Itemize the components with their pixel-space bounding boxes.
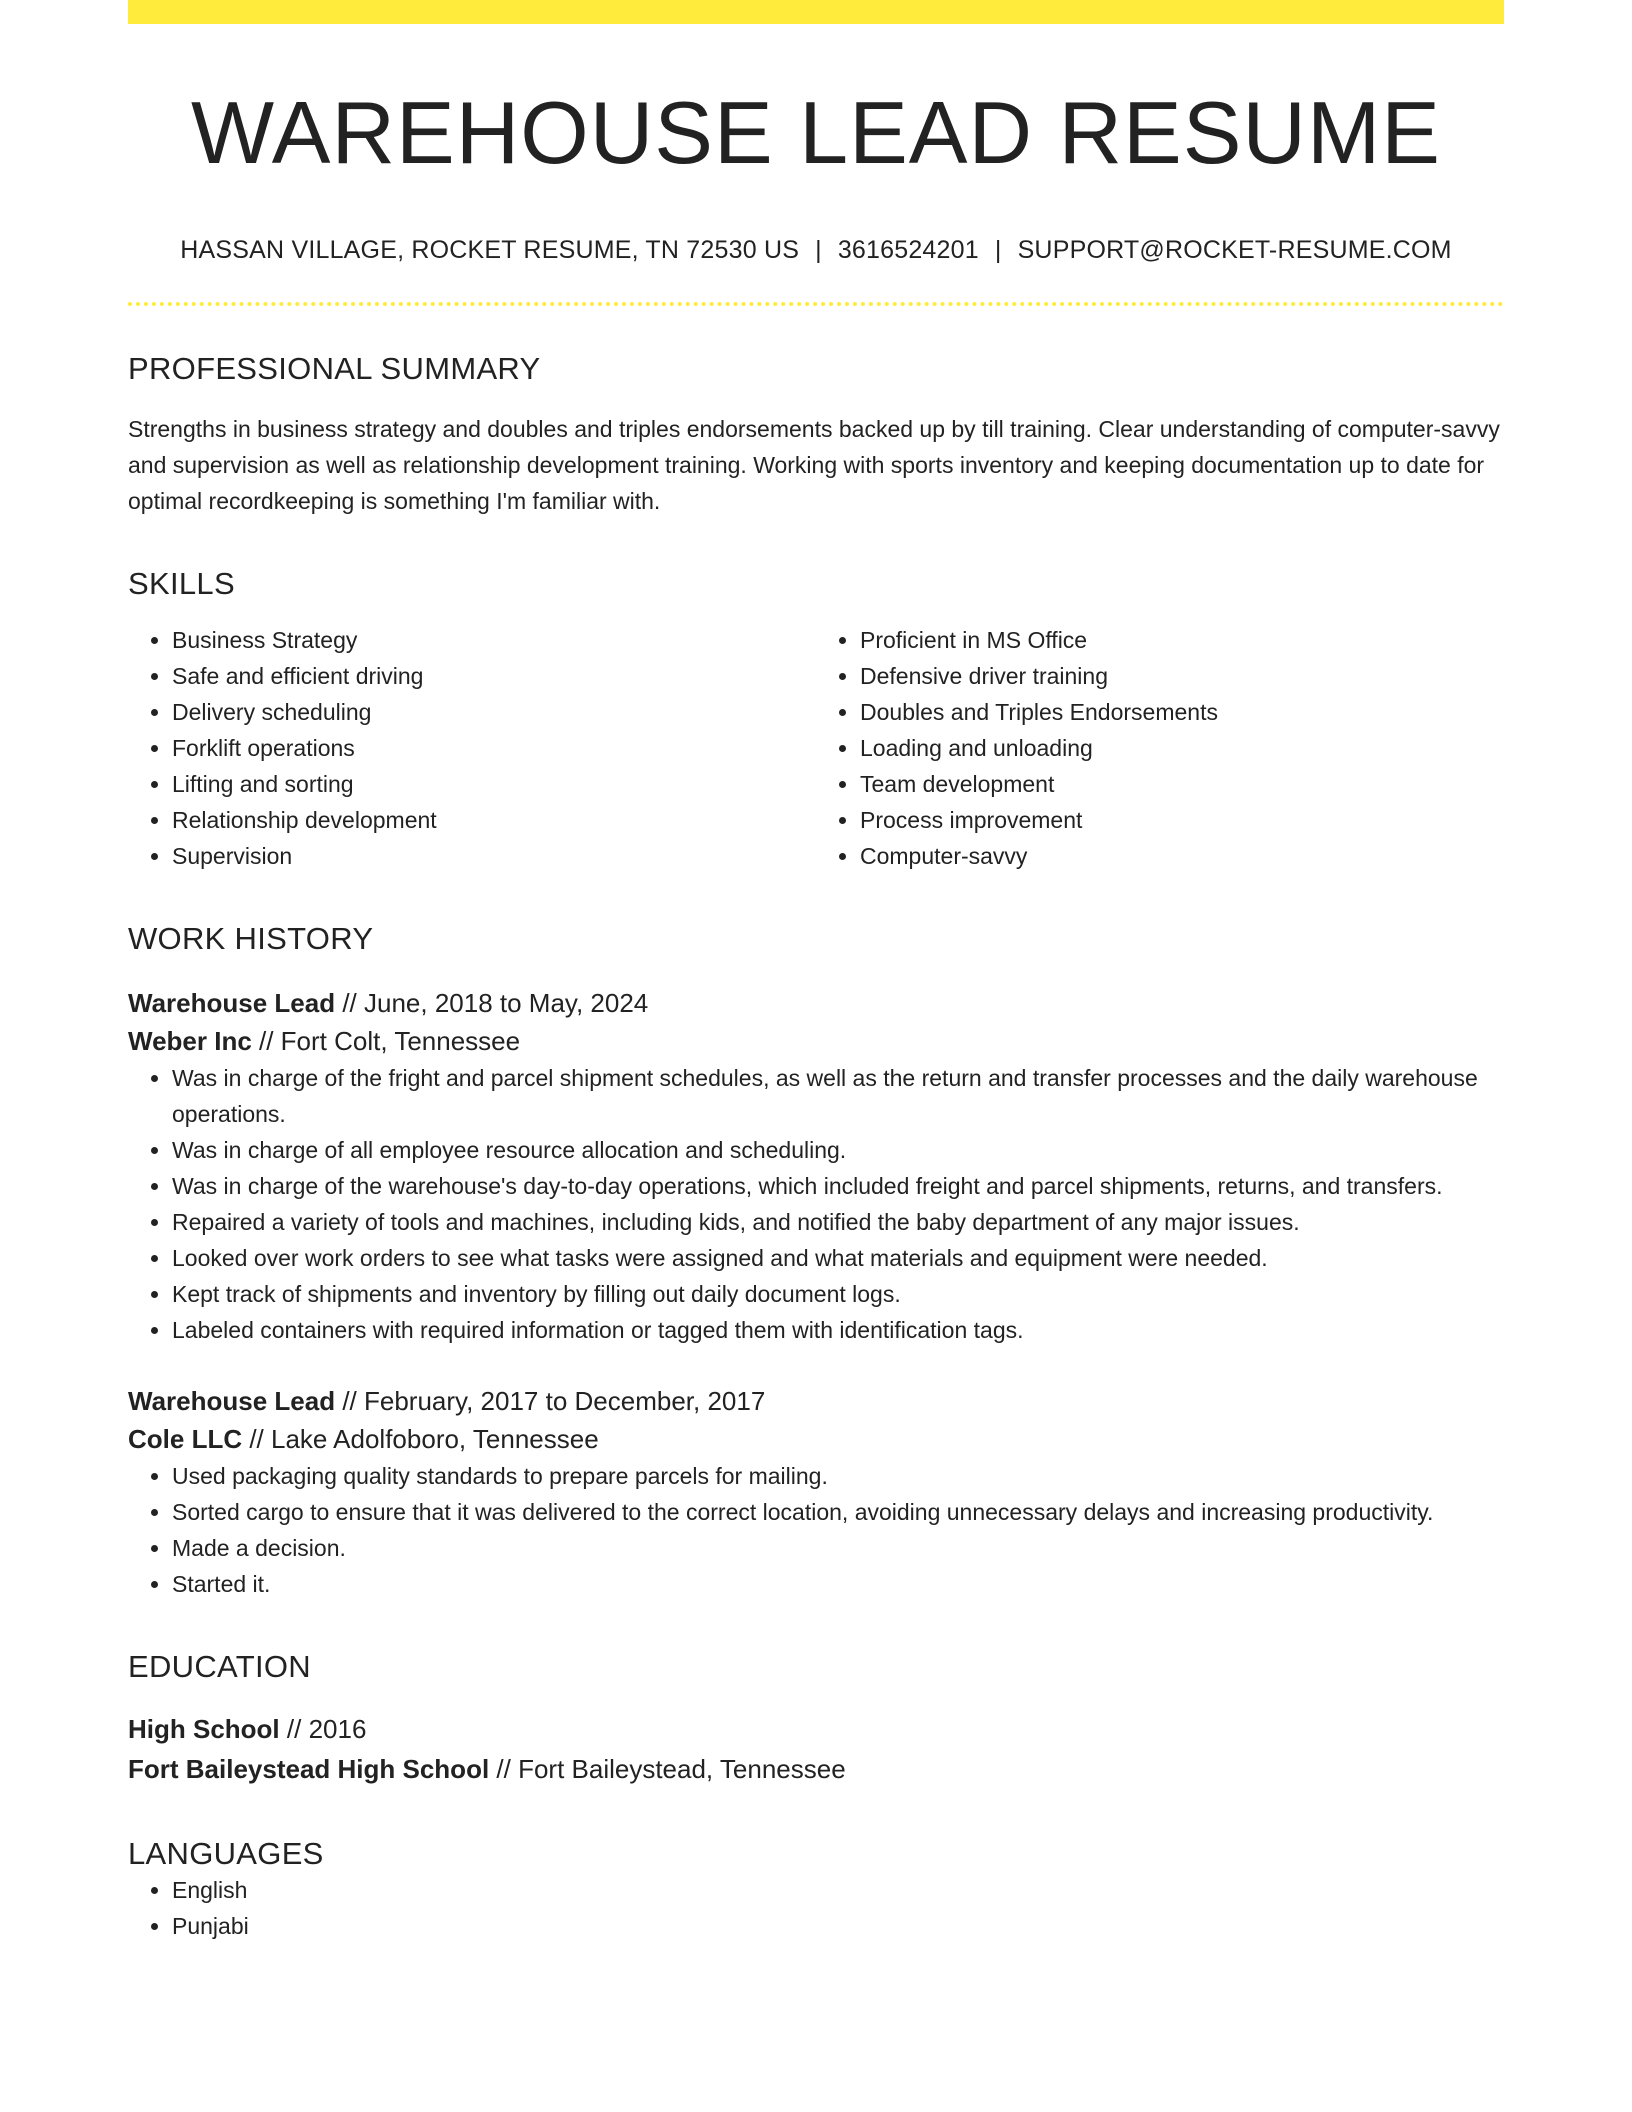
work-history-heading: WORK HISTORY: [128, 921, 374, 957]
skill-item: • Relationship development: [172, 802, 816, 838]
job-location: // Lake Adolfoboro, Tennessee: [242, 1423, 599, 1454]
resume-title: WAREHOUSE LEAD RESUME: [191, 83, 1441, 182]
education-entry: [128, 1709, 1504, 1789]
education-year: // 2016: [279, 1713, 367, 1744]
skill-item: • Proficient in MS Office: [860, 622, 1504, 658]
skill-item: • Lifting and sorting: [172, 766, 816, 802]
summary-text: Strengths in business strategy and doubles and triples endorsements backed up by till training. Clear understanding of computer-savvy and supervision as well as relationship development training. Working with sports inventory and keeping documentation up to date for optimal recordkeeping is something I'm familiar with.: [128, 416, 1500, 515]
job-duty: • Used packaging quality standards to prepare parcels for mailing.: [172, 1458, 1504, 1494]
job-duty: • Was in charge of the warehouse's day-to-day operations, which included freight and parcel shipments, returns, and transfers.: [172, 1168, 1504, 1204]
skill-item: • Business Strategy: [172, 622, 816, 658]
skill-item: • Computer-savvy: [860, 838, 1504, 874]
job-header: [128, 1382, 1504, 1458]
contact-address: HASSAN VILLAGE, ROCKET RESUME, TN 72530 US: [180, 235, 800, 264]
contact-line: [128, 234, 1504, 267]
job-dates: // February, 2017 to December, 2017: [335, 1385, 766, 1416]
job-header: [128, 984, 1504, 1060]
job-duty: • Looked over work orders to see what tasks were assigned and what materials and equipment were needed.: [172, 1240, 1504, 1276]
job-entry: [128, 984, 1504, 1348]
education-heading: EDUCATION: [128, 1648, 311, 1684]
skills-list-right: [816, 622, 1504, 874]
skill-item: • Supervision: [172, 838, 816, 874]
skill-item: • Delivery scheduling: [172, 694, 816, 730]
job-title: Warehouse Lead: [128, 987, 336, 1018]
accent-top-bar: [128, 0, 1504, 24]
language-item: • English: [172, 1872, 1504, 1908]
dotted-divider: [128, 302, 1504, 306]
education-location: // Fort Baileystead, Tennessee: [489, 1753, 846, 1784]
education-school: Fort Baileystead High School: [128, 1753, 490, 1784]
skill-item: • Doubles and Triples Endorsements: [860, 694, 1504, 730]
education-degree: High School: [128, 1713, 280, 1744]
job-duty: • Labeled containers with required information or tagged them with identification tags.: [172, 1312, 1504, 1348]
contact-separator: |: [994, 235, 1002, 264]
skill-item: • Forklift operations: [172, 730, 816, 766]
skills-heading: SKILLS: [128, 566, 235, 602]
resume-page: [128, 0, 1504, 1944]
job-dates: // June, 2018 to May, 2024: [335, 987, 649, 1018]
skill-item: • Safe and efficient driving: [172, 658, 816, 694]
skills-columns: [128, 622, 1504, 874]
job-company: Cole LLC: [128, 1423, 243, 1454]
job-title: Warehouse Lead: [128, 1385, 336, 1416]
languages-list: [128, 1872, 1504, 1944]
job-duties-list: [128, 1458, 1504, 1602]
skill-item: • Team development: [860, 766, 1504, 802]
skill-item: • Loading and unloading: [860, 730, 1504, 766]
summary-heading: PROFESSIONAL SUMMARY: [128, 351, 541, 387]
job-spacer: [128, 1348, 1504, 1382]
job-duty: • Made a decision.: [172, 1530, 1504, 1566]
job-duties-list: [128, 1060, 1504, 1348]
job-duty: • Repaired a variety of tools and machines, including kids, and notified the baby department of any major issues.: [172, 1204, 1504, 1240]
job-entry: [128, 1382, 1504, 1602]
skills-list-left: [128, 622, 816, 874]
contact-separator: |: [815, 235, 822, 264]
contact-phone[interactable]: 3616524201: [837, 235, 979, 264]
job-duty: • Kept track of shipments and inventory by filling out daily document logs.: [172, 1276, 1504, 1312]
job-duty: • Sorted cargo to ensure that it was delivered to the correct location, avoiding unnecessary delays and increasing productivity.: [172, 1494, 1504, 1530]
job-duty: • Was in charge of the fright and parcel shipment schedules, as well as the return and transfer processes and the daily warehouse operations.: [172, 1060, 1504, 1132]
job-location: // Fort Colt, Tennessee: [251, 1025, 521, 1056]
job-company: Weber Inc: [128, 1025, 252, 1056]
language-item: • Punjabi: [172, 1908, 1504, 1944]
contact-email[interactable]: SUPPORT@ROCKET-RESUME.COM: [1017, 235, 1452, 264]
job-duty: • Started it.: [172, 1566, 1504, 1602]
skill-item: • Defensive driver training: [860, 658, 1504, 694]
job-duty: • Was in charge of all employee resource allocation and scheduling.: [172, 1132, 1504, 1168]
languages-heading: LANGUAGES: [128, 1835, 324, 1871]
skill-item: • Process improvement: [860, 802, 1504, 838]
